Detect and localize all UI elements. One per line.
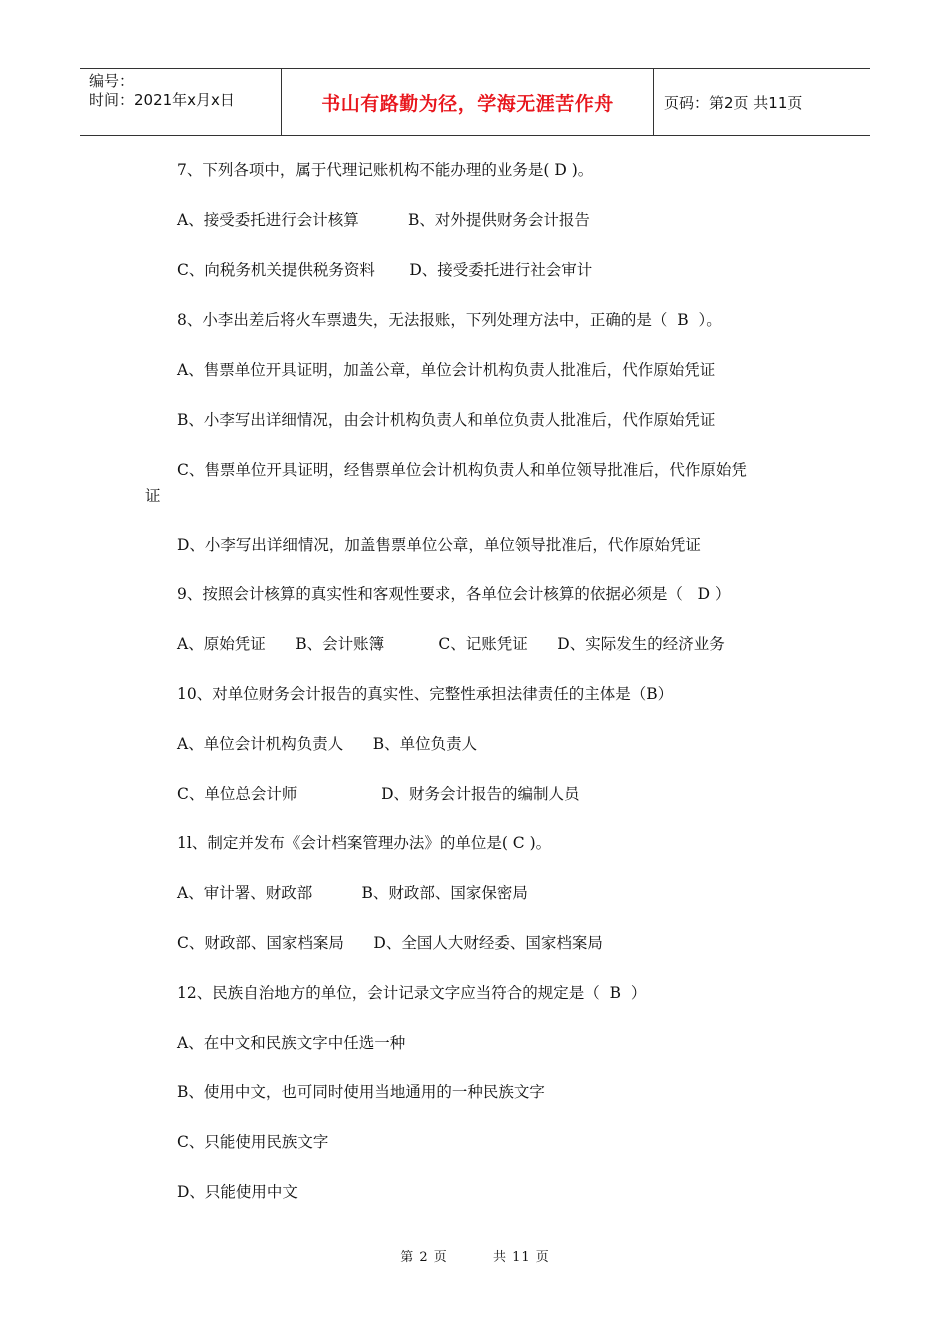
- q12-option-d: D、只能使用中文: [177, 1183, 298, 1201]
- document-number-label: 编号：: [89, 72, 135, 90]
- question-8: 8、小李出差后将火车票遗失，无法报账，下列处理方法中，正确的是（ B ）。: [177, 311, 722, 329]
- q10-options-ab: A、单位会计机构负责人 B、单位负责人: [177, 735, 478, 753]
- q7-options-cd: C、向税务机关提供税务资料 D、接受委托进行社会审计: [177, 261, 593, 279]
- q8-option-b: B、小李写出详细情况，由会计机构负责人和单位负责人批准后，代作原始凭证: [177, 411, 716, 429]
- q11-options-cd: C、财政部、国家档案局 D、全国人大财经委、国家档案局: [177, 934, 603, 952]
- footer-total-pages: 共 11 页: [492, 1250, 550, 1265]
- footer-page-number: 第 2 页: [400, 1250, 448, 1265]
- q12-option-a: A、在中文和民族文字中任选一种: [177, 1034, 406, 1052]
- q11-options-ab: A、审计署、财政部 B、财政部、国家保密局: [177, 884, 528, 902]
- header-page-info: 页码：第2页 共11页: [664, 93, 803, 112]
- question-7: 7、下列各项中，属于代理记账机构不能办理的业务是( D )。: [177, 161, 594, 179]
- question-11: 1l、制定并发布《会计档案管理办法》的单位是( C )。: [177, 834, 552, 852]
- q7-options-ab: A、接受委托进行会计核算 B、对外提供财务会计报告: [177, 211, 590, 229]
- q8-option-c: C、售票单位开具证明，经售票单位会计机构负责人和单位领导批准后，代作原始凭: [177, 461, 747, 479]
- q10-options-cd: C、单位总会计师 D、财务会计报告的编制人员: [177, 785, 580, 803]
- document-date-label: 时间：2021年x月x日: [89, 91, 235, 109]
- q8-option-c-continuation: 证: [145, 487, 161, 505]
- question-9: 9、按照会计核算的真实性和客观性要求，各单位会计核算的依据必须是（ D ）: [177, 585, 731, 603]
- q8-option-d: D、小李写出详细情况，加盖售票单位公章，单位领导批准后，代作原始凭证: [177, 536, 701, 554]
- q12-option-c: C、只能使用民族文字: [177, 1133, 329, 1151]
- question-12: 12、民族自治地方的单位，会计记录文字应当符合的规定是（ B ）: [177, 984, 647, 1002]
- page-footer: [0, 1246, 950, 1265]
- header-motto: 书山有路勤为径，学海无涯苦作舟: [321, 92, 614, 115]
- q9-options: A、原始凭证 B、会计账簿 C、记账凭证 D、实际发生的经济业务: [177, 635, 725, 653]
- q12-option-b: B、使用中文，也可同时使用当地通用的一种民族文字: [177, 1083, 545, 1101]
- question-10: 10、对单位财务会计报告的真实性、完整性承担法律责任的主体是（B）: [177, 685, 674, 703]
- q8-option-a: A、售票单位开具证明，加盖公章，单位会计机构负责人批准后，代作原始凭证: [177, 361, 716, 379]
